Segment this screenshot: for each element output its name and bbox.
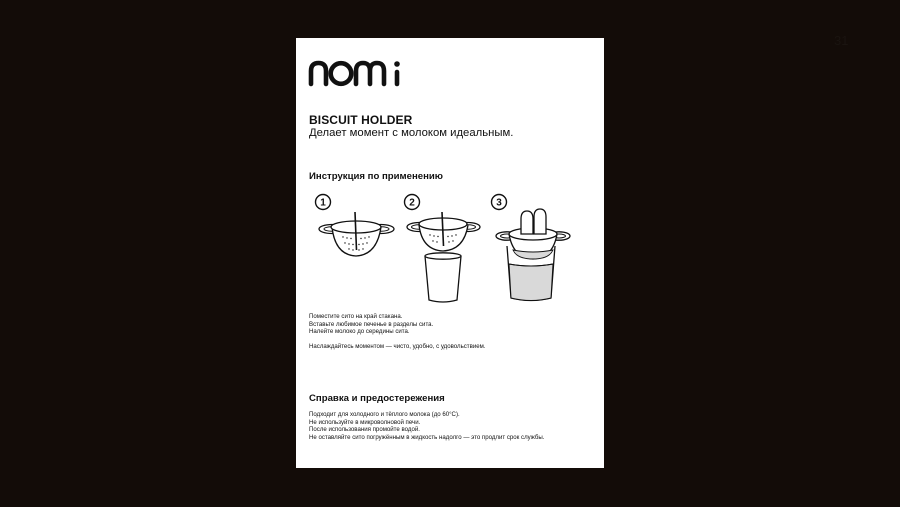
sieve-icon bbox=[407, 212, 480, 251]
warnings-text bbox=[309, 411, 544, 441]
instruction-line: Вставьте любимое печенье в разделы сита. bbox=[309, 320, 434, 328]
warning-line: Не используйте в микроволновой печи. bbox=[309, 418, 421, 426]
instruction-line: Налейте молоко до середины сита. bbox=[309, 328, 410, 336]
tagline: Делает момент с молоком идеальным. bbox=[309, 127, 514, 139]
warnings-heading: Справка и предостережения bbox=[309, 393, 445, 404]
instructions-heading: Инструкция по применению bbox=[309, 171, 443, 182]
warning-line: Подходит для холодного и тёплого молока (до 60°C). bbox=[309, 411, 460, 418]
glass-icon bbox=[425, 253, 461, 302]
closing-line: Наслаждайтесь моментом — чисто, удобно, с удовольствием. bbox=[309, 343, 486, 350]
step-2 bbox=[405, 195, 481, 303]
step-2-number: 2 bbox=[409, 197, 415, 209]
page-number: 31 bbox=[834, 33, 849, 48]
step-3 bbox=[492, 195, 571, 301]
instruction-sheet bbox=[296, 38, 604, 468]
warning-line: После использования промойте водой. bbox=[309, 426, 420, 434]
instruction-line: Поместите сито на край стакана. bbox=[309, 313, 403, 320]
warning-line: Не оставляйте сито погружённым в жидкость надолго — это продлит срок службы. bbox=[309, 433, 545, 441]
usage-steps-illustration bbox=[309, 192, 579, 307]
step-1 bbox=[316, 195, 395, 257]
step-3-number: 3 bbox=[496, 197, 502, 209]
biscuit-icon bbox=[521, 209, 546, 234]
instructions-text bbox=[309, 313, 433, 336]
nomi-logo bbox=[308, 59, 404, 87]
sieve-icon bbox=[319, 212, 394, 256]
instructions-closing bbox=[309, 343, 486, 351]
product-title: BISCUIT HOLDER bbox=[309, 113, 413, 127]
step-1-number: 1 bbox=[320, 197, 326, 209]
